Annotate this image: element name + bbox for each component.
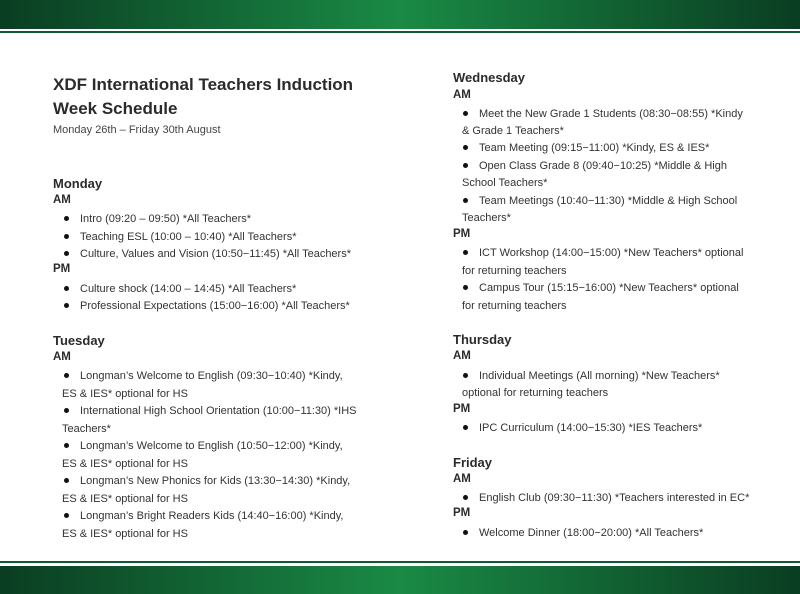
list-item: Welcome Dinner (18:00−20:00) *All Teachers* — [463, 524, 703, 542]
list-item-continuation: optional for returning teachers — [462, 387, 609, 399]
list-item: Longman’s Welcome to English (09:30−10:40) *Kindy, — [64, 367, 343, 385]
top-green-band — [0, 0, 800, 29]
top-divider-line — [0, 31, 800, 33]
friday-am-label: AM — [453, 473, 471, 485]
day-heading-thursday: Thursday — [453, 332, 512, 347]
list-item: Longman’s Bright Readers Kids (14:40−16:00) *Kindy, — [64, 507, 343, 525]
list-item-continuation: & Grade 1 Teachers* — [462, 125, 564, 137]
list-item: Culture, Values and Vision (10:50−11:45) *All Teachers* — [64, 245, 351, 263]
list-item: International High School Orientation (10:00−11:30) *IHS — [64, 402, 357, 420]
bullet-icon — [64, 216, 69, 221]
list-item-continuation: ES & IES* optional for HS — [62, 493, 188, 505]
list-item: Intro (09:20 – 09:50) *All Teachers* — [64, 210, 251, 228]
list-item: Team Meetings (10:40−11:30) *Middle & High School — [463, 192, 737, 210]
bullet-icon — [463, 198, 468, 203]
bullet-icon — [463, 285, 468, 290]
list-item: Team Meeting (09:15−11:00) *Kindy, ES & IES* — [463, 139, 709, 157]
bottom-divider-line — [0, 561, 800, 563]
friday-pm-label: PM — [453, 507, 471, 519]
list-item-continuation: for returning teachers — [462, 265, 567, 277]
thursday-am-label: AM — [453, 350, 471, 362]
list-item: Longman’s New Phonics for Kids (13:30−14:30) *Kindy, — [64, 472, 350, 490]
bullet-icon — [463, 163, 468, 168]
list-item-continuation: ES & IES* optional for HS — [62, 388, 188, 400]
day-heading-monday: Monday — [53, 176, 103, 191]
bullet-icon — [64, 251, 69, 256]
list-item: Campus Tour (15:15−16:00) *New Teachers* optional — [463, 279, 739, 297]
list-item: Culture shock (14:00 – 14:45) *All Teachers* — [64, 280, 296, 298]
list-item: Longman’s Welcome to English (10:50−12:00) *Kindy, — [64, 437, 343, 455]
list-item: Open Class Grade 8 (09:40−10:25) *Middle & High — [463, 157, 727, 175]
list-item-continuation: for returning teachers — [462, 300, 567, 312]
list-item-continuation: Teachers* — [462, 212, 511, 224]
list-item-continuation: Teachers* — [62, 423, 111, 435]
title-line-1: XDF International Teachers Induction — [53, 75, 354, 94]
page-title — [53, 73, 393, 121]
list-item: English Club (09:30−11:30) *Teachers interested in EC* — [463, 489, 749, 507]
list-item: ICT Workshop (14:00−15:00) *New Teachers* optional — [463, 244, 743, 262]
wednesday-am-label: AM — [453, 89, 471, 101]
bullet-icon — [64, 234, 69, 239]
bullet-icon — [463, 111, 468, 116]
list-item: Individual Meetings (All morning) *New Teachers* — [463, 367, 720, 385]
bullet-icon — [463, 495, 468, 500]
list-item-continuation: School Teachers* — [462, 177, 548, 189]
date-range-subtitle: Monday 26th – Friday 30th August — [53, 124, 221, 136]
bullet-icon — [463, 145, 468, 150]
bullet-icon — [463, 250, 468, 255]
wednesday-pm-label: PM — [453, 228, 471, 240]
bullet-icon — [64, 286, 69, 291]
day-heading-friday: Friday — [453, 455, 493, 470]
day-heading-wednesday: Wednesday — [453, 70, 526, 85]
bullet-icon — [64, 513, 69, 518]
title-line-2: Week Schedule — [53, 99, 178, 118]
bullet-icon — [463, 373, 468, 378]
thursday-pm-label: PM — [453, 403, 471, 415]
tuesday-am-label: AM — [53, 351, 71, 363]
list-item: Teaching ESL (10:00 – 10:40) *All Teachers* — [64, 228, 296, 246]
bottom-green-band — [0, 566, 800, 594]
list-item: Meet the New Grade 1 Students (08:30−08:55) *Kindy — [463, 105, 743, 123]
day-heading-tuesday: Tuesday — [53, 333, 105, 348]
bullet-icon — [64, 303, 69, 308]
list-item-continuation: ES & IES* optional for HS — [62, 458, 188, 470]
list-item: IPC Curriculum (14:00−15:30) *IES Teachers* — [463, 419, 702, 437]
list-item-continuation: ES & IES* optional for HS — [62, 528, 188, 540]
bullet-icon — [64, 443, 69, 448]
list-item: Professional Expectations (15:00−16:00) *All Teachers* — [64, 297, 350, 315]
bullet-icon — [64, 478, 69, 483]
bullet-icon — [463, 530, 468, 535]
bullet-icon — [64, 408, 69, 413]
monday-am-label: AM — [53, 194, 71, 206]
monday-pm-label: PM — [53, 263, 71, 275]
bullet-icon — [463, 425, 468, 430]
bullet-icon — [64, 373, 69, 378]
